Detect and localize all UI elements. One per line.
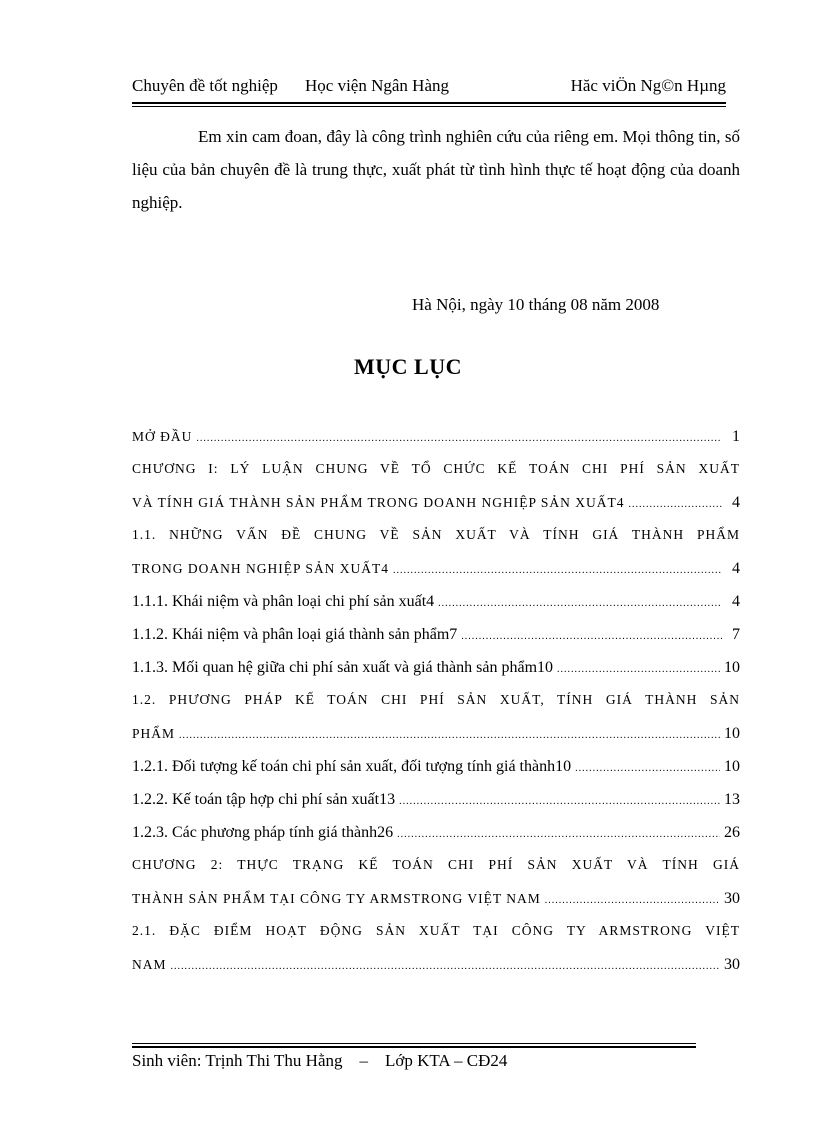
toc-page-number: 7 (732, 626, 740, 643)
intro-text: Em xin cam đoan, đây là công trình nghiên cứu của riêng em. Mọi thông tin, số liệu của bản chuyên đề là trung thực, xuất phát từ tình hình thực tế hoạt động của doanh nghiệp. (132, 127, 740, 212)
toc-entry[interactable] (132, 791, 740, 824)
toc-entry-text: MỞ ĐẦU (132, 429, 193, 444)
page-footer (132, 1051, 507, 1071)
footer-separator: – (359, 1051, 368, 1070)
toc-leader (196, 433, 722, 444)
footer-rule (132, 1043, 696, 1048)
toc-page-number: 4 (732, 560, 740, 577)
footer-student: Sinh viên: Trịnh Thi Thu Hằng (132, 1051, 343, 1070)
toc-entry[interactable] (132, 692, 740, 725)
toc-entry-text: 2.1. ĐẶC ĐIỂM HOẠT ĐỘNG SẢN XUẤT TẠI CÔNG TY ARMSTRONG VIỆT (132, 923, 740, 938)
toc-entry-text: 1.2.2. Kế toán tập hợp chi phí sản xuất13 (132, 791, 396, 808)
toc-leader (629, 499, 722, 510)
toc-entry[interactable] (132, 725, 740, 758)
toc-entry[interactable] (132, 461, 740, 494)
toc-page-number: 10 (724, 758, 740, 775)
toc-page-number: 10 (724, 659, 740, 676)
page-header (132, 74, 726, 100)
intro-paragraph (132, 120, 740, 219)
toc-leader (438, 598, 722, 609)
toc-entry-text: 1.1.2. Khái niệm và phân loại giá thành sản phẩm7 (132, 626, 458, 643)
header-middle-text: Học viện Ngân Hàng (305, 76, 449, 95)
toc-entry[interactable] (132, 923, 740, 956)
toc-page-number: 4 (732, 494, 740, 511)
toc-page-number: 30 (724, 890, 740, 907)
toc-entry-text: VÀ TÍNH GIÁ THÀNH SẢN PHẨM TRONG DOANH NGHIỆP SẢN XUẤT4 (132, 495, 625, 510)
toc-entry[interactable] (132, 659, 740, 692)
toc-entry[interactable] (132, 857, 740, 890)
toc-entry[interactable] (132, 527, 740, 560)
toc-leader (393, 565, 722, 576)
toc-leader (557, 664, 720, 675)
signature-date: Hà Nội, ngày 10 tháng 08 năm 2008 (412, 295, 660, 314)
header-left-text: Chuyên đề tốt nghiệp (132, 76, 278, 95)
toc-entry[interactable] (132, 956, 740, 989)
header-right-text: Hăc viÖn Ng©n Hµng (570, 76, 726, 95)
toc-leader (171, 961, 720, 972)
toc-entry[interactable] (132, 626, 740, 659)
toc-entry-text: CHƯƠNG I: LÝ LUẬN CHUNG VỀ TỔ CHỨC KẾ TOÁN CHI PHÍ SẢN XUẤT (132, 461, 740, 476)
table-of-contents (132, 428, 740, 989)
footer-class: Lớp KTA – CĐ24 (384, 1051, 508, 1070)
toc-page-number: 1 (732, 428, 740, 445)
toc-entry-text: 1.2.1. Đối tượng kế toán chi phí sản xuất, đối tượng tính giá thành10 (132, 758, 572, 775)
toc-entry-text: TRONG DOANH NGHIỆP SẢN XUẤT4 (132, 561, 389, 576)
toc-entry-text: 1.2.3. Các phương pháp tính giá thành26 (132, 824, 394, 841)
toc-page-number: 26 (724, 824, 740, 841)
toc-page-number: 10 (724, 725, 740, 742)
toc-entry[interactable] (132, 428, 740, 461)
toc-entry-text: 1.2. PHƯƠNG PHÁP KẾ TOÁN CHI PHÍ SẢN XUẤT, TÍNH GIÁ THÀNH SẢN (132, 692, 740, 707)
toc-entry-text: 1.1.3. Mối quan hệ giữa chi phí sản xuất và giá thành sản phẩm10 (132, 659, 554, 676)
toc-entry[interactable] (132, 593, 740, 626)
toc-leader (545, 895, 720, 906)
toc-entry-text: PHẨM (132, 726, 176, 741)
toc-page-number: 4 (732, 593, 740, 610)
toc-page-number: 13 (724, 791, 740, 808)
toc-leader (461, 631, 722, 642)
toc-entry-text: NAM (132, 957, 167, 972)
toc-leader (399, 796, 720, 807)
toc-entry-text: 1.1. NHỮNG VẤN ĐỀ CHUNG VỀ SẢN XUẤT VÀ TÍNH GIÁ THÀNH PHẨM (132, 527, 740, 542)
toc-entry[interactable] (132, 494, 740, 527)
toc-entry[interactable] (132, 758, 740, 791)
toc-entry-text: 1.1.1. Khái niệm và phân loại chi phí sản xuất4 (132, 593, 435, 610)
toc-leader (397, 829, 720, 840)
toc-leader (179, 730, 720, 741)
toc-leader (575, 763, 720, 774)
toc-entry-text: THÀNH SẢN PHẨM TẠI CÔNG TY ARMSTRONG VIỆT NAM (132, 891, 541, 906)
toc-title: MỤC LỤC (354, 354, 462, 379)
header-rule (132, 102, 726, 107)
toc-page-number: 30 (724, 956, 740, 973)
toc-entry[interactable] (132, 890, 740, 923)
toc-entry[interactable] (132, 560, 740, 593)
toc-entry-text: CHƯƠNG 2: THỰC TRẠNG KẾ TOÁN CHI PHÍ SẢN XUẤT VÀ TÍNH GIÁ (132, 857, 740, 872)
toc-entry[interactable] (132, 824, 740, 857)
